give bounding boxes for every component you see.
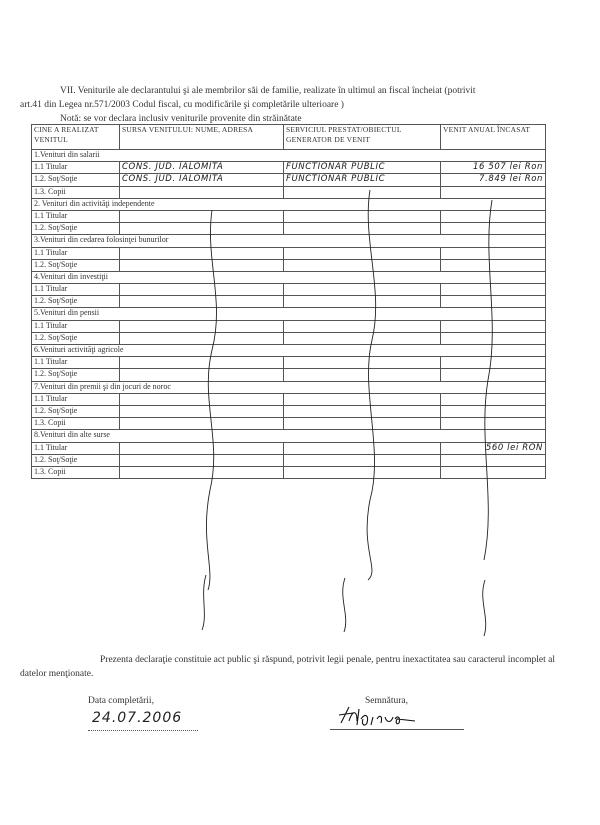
cell-serviciu — [284, 247, 441, 259]
table-section-row — [32, 430, 546, 442]
table-section-row — [32, 150, 546, 162]
table-header-row — [32, 125, 546, 150]
cell-sursa — [120, 284, 284, 296]
cell-sursa — [120, 320, 284, 332]
date-line — [88, 730, 198, 731]
cell-cine: 1.3. Copii — [32, 466, 120, 478]
cell-cine: 1.1 Titular — [32, 162, 120, 174]
cell-serviciu — [284, 418, 441, 430]
cell-sursa — [120, 357, 284, 369]
table-row — [32, 174, 546, 186]
signature-image — [335, 703, 435, 731]
cell-sursa — [120, 442, 284, 454]
table-body — [32, 150, 546, 479]
cell-serviciu — [284, 332, 441, 344]
cell-serviciu — [284, 454, 441, 466]
cell-serviciu — [284, 466, 441, 478]
cell-serviciu — [284, 259, 441, 271]
signature-line — [330, 729, 464, 730]
cell-venit — [441, 296, 546, 308]
header-venit: VENIT ANUAL ÎNCASAT — [441, 125, 546, 150]
table-row — [32, 320, 546, 332]
cell-venit — [441, 247, 546, 259]
intro-line-2: art.41 din Legea nr.571/2003 Codul fiscal, cu modificările şi completările ulterioare ) — [20, 100, 344, 110]
section-intro — [20, 84, 580, 126]
cell-cine: 1.2. Soţ/Soţie — [32, 405, 120, 417]
cell-cine: 1.1 Titular — [32, 284, 120, 296]
cell-serviciu — [284, 223, 441, 235]
header-sursa: SURSA VENITULUI: NUME, ADRESA — [120, 125, 284, 150]
cell-sursa — [120, 259, 284, 271]
cell-venit — [441, 405, 546, 417]
cell-cine: 1.2. Soţ/Soţie — [32, 296, 120, 308]
cell-cine: 1.1 Titular — [32, 320, 120, 332]
strike-line-venit-8 — [483, 580, 486, 636]
cell-serviciu — [284, 357, 441, 369]
cell-venit — [441, 320, 546, 332]
cell-cine: 1.1 Titular — [32, 210, 120, 222]
section-label: 7.Venituri din premii şi din jocuri de noroc — [32, 381, 546, 393]
cell-venit — [441, 223, 546, 235]
cell-venit — [441, 284, 546, 296]
table-row — [32, 259, 546, 271]
cell-cine: 1.2. Soţ/Soţie — [32, 174, 120, 186]
strike-line-sursa-8 — [202, 575, 206, 630]
date-value: 24.07.2006 — [92, 710, 183, 726]
intro-note: Notă: se vor declara inclusiv veniturile provenite din străinătate — [60, 114, 302, 124]
cell-venit — [441, 454, 546, 466]
table-row — [32, 210, 546, 222]
cell-serviciu — [284, 393, 441, 405]
declaration-statement — [20, 653, 580, 681]
signature-label: Semnătura, — [365, 696, 409, 706]
table-row — [32, 442, 546, 454]
cell-serviciu: FUNCTIONAR PUBLIC — [284, 162, 441, 174]
cell-cine: 1.2. Soţ/Soţie — [32, 454, 120, 466]
table-row — [32, 454, 546, 466]
cell-venit — [441, 186, 546, 198]
cell-serviciu: FUNCTIONAR PUBLIC — [284, 174, 441, 186]
header-cine: CINE A REALIZAT VENITUL — [32, 125, 120, 150]
cell-cine: 1.2. Soţ/Soţie — [32, 332, 120, 344]
table-row — [32, 296, 546, 308]
cell-sursa — [120, 405, 284, 417]
cell-serviciu — [284, 210, 441, 222]
cell-cine: 1.1 Titular — [32, 393, 120, 405]
section-label: 5.Venituri din pensii — [32, 308, 546, 320]
cell-sursa — [120, 223, 284, 235]
cell-venit — [441, 393, 546, 405]
date-label: Data completării, — [88, 696, 154, 706]
cell-sursa — [120, 332, 284, 344]
cell-serviciu — [284, 284, 441, 296]
section-label: 2. Venituri din activităţi independente — [32, 198, 546, 210]
income-table — [31, 124, 546, 479]
table-section-row — [32, 198, 546, 210]
cell-cine: 1.2. Soţ/Soţie — [32, 223, 120, 235]
strike-line-serviciu-8 — [343, 578, 346, 632]
table-row — [32, 332, 546, 344]
table-row — [32, 186, 546, 198]
table-row — [32, 466, 546, 478]
table-row — [32, 223, 546, 235]
cell-sursa — [120, 418, 284, 430]
cell-sursa — [120, 454, 284, 466]
cell-venit: 16 507 lei Ron — [441, 162, 546, 174]
cell-cine: 1.1 Titular — [32, 357, 120, 369]
table-row — [32, 369, 546, 381]
cell-sursa: CONS. JUD. IALOMITA — [120, 174, 284, 186]
cell-serviciu — [284, 442, 441, 454]
table-section-row — [32, 235, 546, 247]
section-label: 6.Venituri activităţi agricole — [32, 345, 546, 357]
cell-venit — [441, 466, 546, 478]
cell-venit: 560 lei RON — [441, 442, 546, 454]
table-section-row — [32, 271, 546, 283]
cell-sursa — [120, 186, 284, 198]
cell-cine: 1.2. Soţ/Soţie — [32, 369, 120, 381]
table-row — [32, 247, 546, 259]
cell-serviciu — [284, 320, 441, 332]
table-section-row — [32, 381, 546, 393]
table-row — [32, 418, 546, 430]
intro-line-1: VII. Veniturile ale declarantului şi ale membrilor săi de familie, realizate în ultimul an fiscal încheiat (potrivit — [60, 86, 476, 96]
cell-sursa — [120, 393, 284, 405]
cell-venit — [441, 369, 546, 381]
cell-venit — [441, 418, 546, 430]
cell-sursa — [120, 210, 284, 222]
table-row — [32, 405, 546, 417]
cell-venit: 7.849 lei Ron — [441, 174, 546, 186]
section-label: 3.Venituri din cedarea folosinţei bunurilor — [32, 235, 546, 247]
cell-venit — [441, 259, 546, 271]
table-row — [32, 284, 546, 296]
cell-serviciu — [284, 405, 441, 417]
cell-cine: 1.1 Titular — [32, 442, 120, 454]
table-row — [32, 357, 546, 369]
statement-text: Prezenta declaraţie constituie act public şi răspund, potrivit legii penale, pentru inexactitatea sau caracterul incomplet al datelor menţionate. — [20, 655, 556, 679]
cell-venit — [441, 357, 546, 369]
table-row — [32, 162, 546, 174]
section-label: 4.Venituri din investiţii — [32, 271, 546, 283]
cell-sursa: CONS. JUD. IALOMITA — [120, 162, 284, 174]
section-label: 8.Venituri din alte surse — [32, 430, 546, 442]
cell-cine: 1.3. Copii — [32, 418, 120, 430]
cell-cine: 1.2. Soţ/Soţie — [32, 259, 120, 271]
header-serviciu: SERVICIUL PRESTAT/OBIECTUL GENERATOR DE VENIT — [284, 125, 441, 150]
cell-cine: 1.1 Titular — [32, 247, 120, 259]
cell-venit — [441, 332, 546, 344]
cell-venit — [441, 210, 546, 222]
cell-sursa — [120, 296, 284, 308]
cell-sursa — [120, 247, 284, 259]
cell-serviciu — [284, 369, 441, 381]
table-row — [32, 393, 546, 405]
table-section-row — [32, 308, 546, 320]
cell-sursa — [120, 369, 284, 381]
cell-serviciu — [284, 186, 441, 198]
table-section-row — [32, 345, 546, 357]
cell-serviciu — [284, 296, 441, 308]
cell-cine: 1.3. Copii — [32, 186, 120, 198]
cell-sursa — [120, 466, 284, 478]
section-label: 1.Venituri din salarii — [32, 150, 546, 162]
